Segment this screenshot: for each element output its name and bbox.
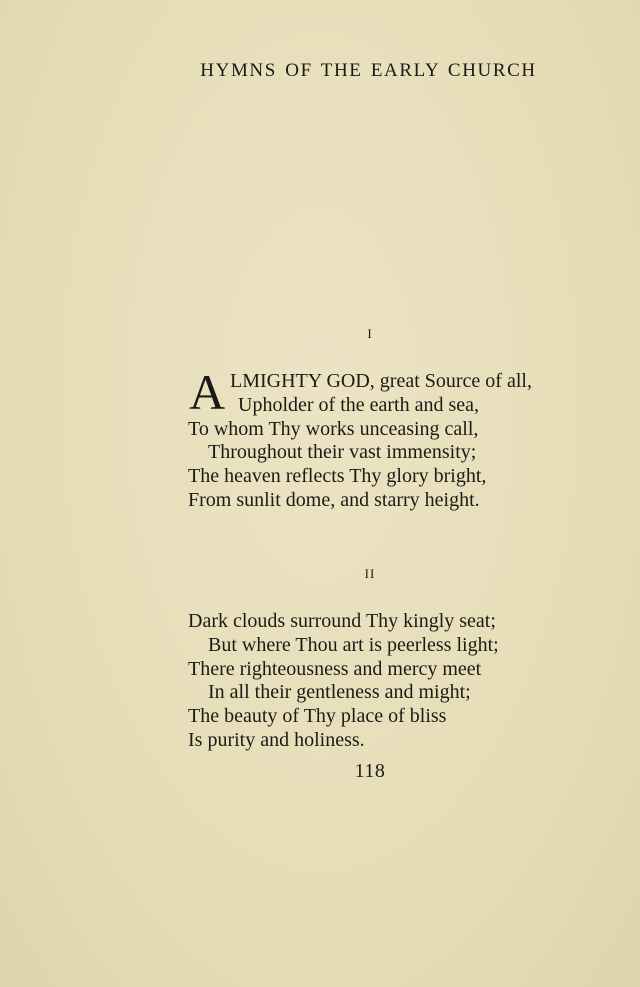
verse-line: The heaven reflects Thy glory bright, [188, 465, 487, 488]
verse-line: The beauty of Thy place of bliss [188, 705, 447, 728]
stanza-two [188, 610, 499, 753]
verse-line: But where Thou art is peerless light; [208, 633, 499, 656]
verse-line: LMIGHTY GOD, great Source of all, [230, 370, 532, 392]
page-number: 118 [354, 760, 386, 782]
verse-line: Throughout their vast immensity; [208, 441, 477, 464]
drop-cap-letter: A [189, 364, 226, 420]
stanza-number: II [364, 566, 376, 581]
verse-line: From sunlit dome, and starry height. [188, 488, 480, 511]
verse-line: In all their gentleness and might; [208, 681, 471, 704]
stanza-number: I [367, 326, 373, 341]
verse-line: To whom Thy works unceasing call, [188, 417, 479, 440]
stanza-one [188, 364, 532, 513]
verse-line: Is purity and holiness. [188, 728, 365, 751]
verse-line: Dark clouds surround Thy kingly seat; [188, 610, 496, 632]
running-head-title: HYMNS OF THE EARLY CHURCH [200, 60, 537, 81]
verse-line: There righteousness and mercy meet [188, 657, 482, 680]
verse-line: Upholder of the earth and sea, [238, 393, 480, 416]
